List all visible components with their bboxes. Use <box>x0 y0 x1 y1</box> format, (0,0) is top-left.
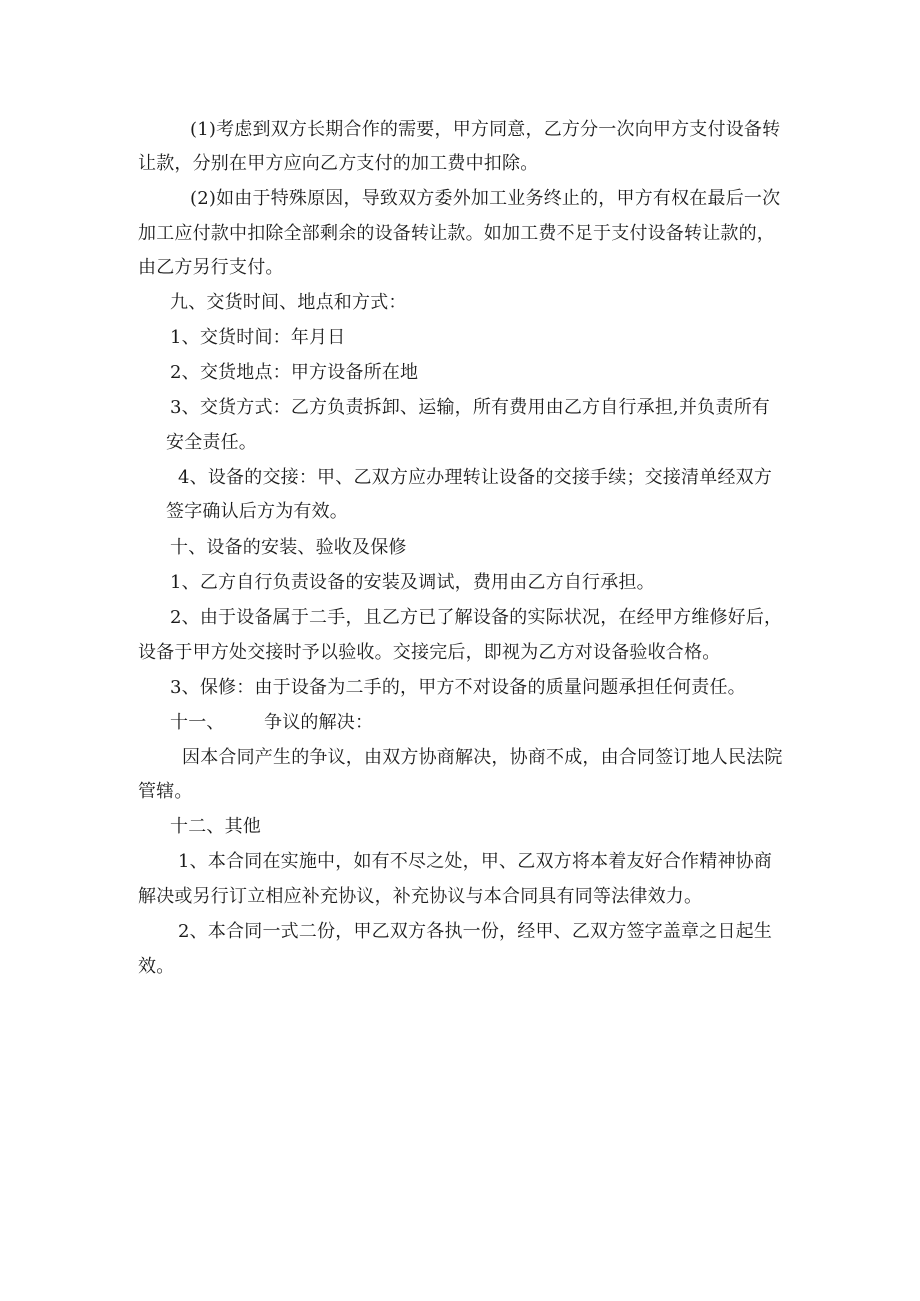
paragraph-line: 设备于甲方处交接时予以验收。交接完后，即视为乙方对设备验收合格。 <box>138 642 721 663</box>
paragraph-line: 2、交货地点：甲方设备所在地 <box>170 362 419 383</box>
paragraph-line: 效。 <box>138 956 175 977</box>
paragraph-line: 3、交货方式：乙方负责拆卸、运输，所有费用由乙方自行承担,并负责所有 <box>170 397 770 418</box>
paragraph-line: 因本合同产生的争议，由双方协商解决，协商不成，由合同签订地人民法院 <box>182 747 783 768</box>
paragraph-line: 安全责任。 <box>166 432 257 453</box>
paragraph-line: 让款，分别在甲方应向乙方支付的加工费中扣除。 <box>138 153 539 174</box>
paragraph-line: 管辖。 <box>138 781 193 802</box>
paragraph-line: 2、由于设备属于二手，且乙方已了解设备的实际状况，在经甲方维修好后， <box>170 607 783 628</box>
section-heading-9: 九、交货时间、地点和方式： <box>170 292 407 313</box>
paragraph-line: 解决或另行订立相应补充协议，补充协议与本合同具有同等法律效力。 <box>138 886 703 907</box>
paragraph-line: (1)考虑到双方长期合作的需要，甲方同意，乙方分一次向甲方支付设备转 <box>190 119 781 140</box>
section-heading-11-title: 争议的解决： <box>264 712 374 733</box>
section-heading-12: 十二、其他 <box>170 816 261 837</box>
paragraph-line: 3、保修：由于设备为二手的，甲方不对设备的质量问题承担任何责任。 <box>170 677 746 698</box>
paragraph-line: 1、本合同在实施中，如有不尽之处，甲、乙双方将本着友好合作精神协商 <box>178 851 773 872</box>
paragraph-line: (2)如由于特殊原因，导致双方委外加工业务终止的，甲方有权在最后一次 <box>190 188 781 209</box>
section-heading-10: 十、设备的安装、验收及保修 <box>170 537 407 558</box>
paragraph-line: 1、交货时间：年月日 <box>170 327 346 348</box>
paragraph-line: 签字确认后方为有效。 <box>166 501 348 522</box>
paragraph-line: 2、本合同一式二份，甲乙双方各执一份，经甲、乙双方签字盖章之日起生 <box>178 921 773 942</box>
paragraph-line: 1、乙方自行负责设备的安装及调试，费用由乙方自行承担。 <box>170 572 655 593</box>
paragraph-line: 加工应付款中扣除全部剩余的设备转让款。如加工费不足于支付设备转让款的， <box>138 223 775 244</box>
paragraph-line: 由乙方另行支付。 <box>138 257 284 278</box>
section-heading-11-number: 十一、 <box>170 712 225 733</box>
paragraph-line: 4、设备的交接：甲、乙双方应办理转让设备的交接手续；交接清单经双方 <box>178 467 773 488</box>
